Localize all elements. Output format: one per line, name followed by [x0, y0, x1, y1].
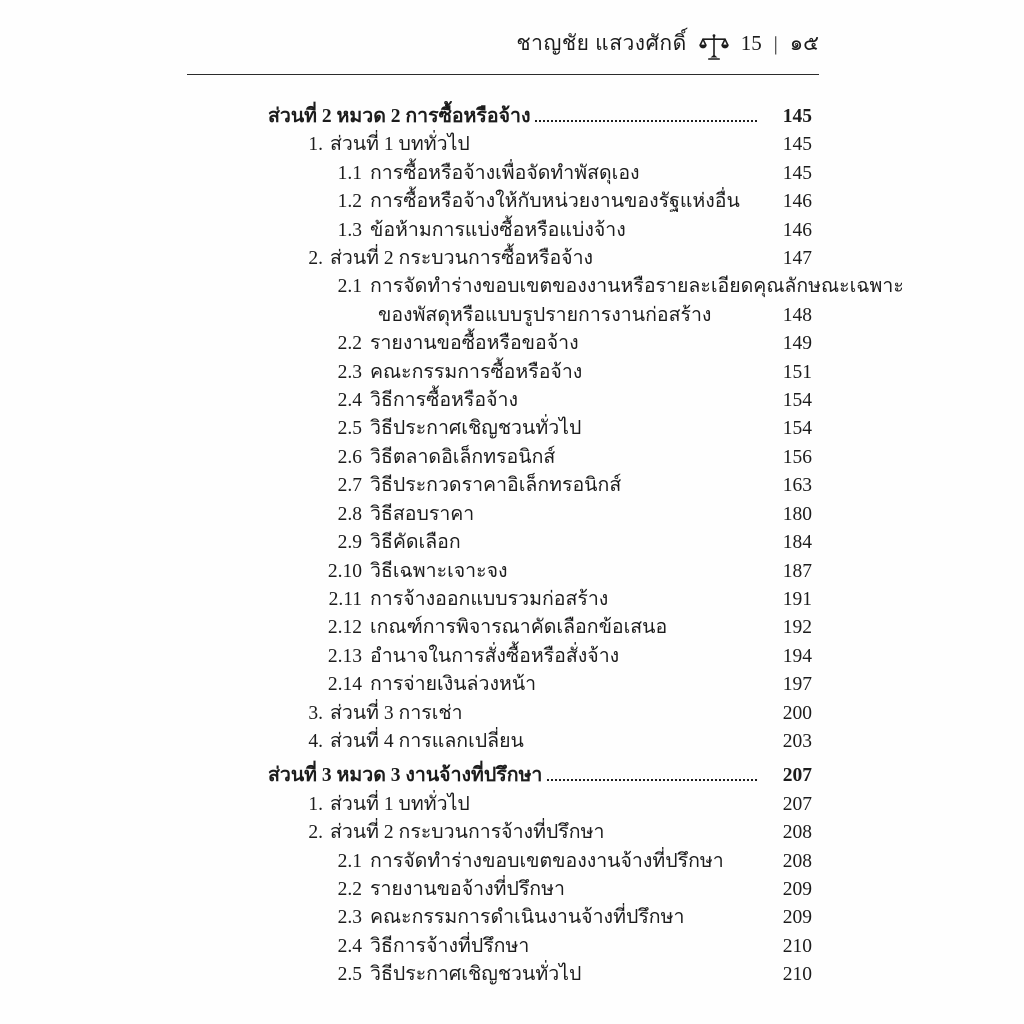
- toc-entry-label: อำนาจในการสั่งซื้อหรือสั่งจ้าง: [370, 645, 620, 667]
- toc-entry-label: รายงานขอจ้างที่ปรึกษา: [370, 878, 565, 900]
- toc-entry-number: 2.14: [327, 674, 362, 696]
- toc-entry-number: 2.9: [337, 532, 362, 554]
- toc-entry-page: 147: [782, 248, 812, 270]
- toc-entry-label: ส่วนที่ 2 หมวด 2 การซื้อหรือจ้าง: [268, 106, 531, 127]
- toc-entry-label: ส่วนที่ 4 การแลกเปลี่ยน: [330, 730, 524, 752]
- toc-entry-label: ส่วนที่ 1 บททั่วไป: [330, 134, 470, 156]
- toc-entry-label: วิธีการจ้างที่ปรึกษา: [370, 935, 530, 957]
- toc-entry-page: 203: [782, 730, 812, 752]
- toc-entry-label: วิธีการซื้อหรือจ้าง: [370, 390, 518, 412]
- toc-entry-label: วิธีเฉพาะเจาะจง: [370, 560, 508, 582]
- toc-entry-label: การจ้างออกแบบรวมก่อสร้าง: [370, 588, 609, 610]
- toc-entry-page: 146: [782, 219, 812, 241]
- toc-entry-page: 146: [782, 191, 812, 213]
- toc-entry: [268, 614, 812, 642]
- toc-entry-number: 2.4: [337, 390, 362, 412]
- toc-entry-label: การจัดทำร่างขอบเขตของงานหรือรายละเอียดคุณลักษณะเฉพาะ: [370, 276, 904, 298]
- toc-entry-label: คณะกรรมการซื้อหรือจ้าง: [370, 361, 583, 383]
- toc-entry-number: 2.5: [337, 418, 362, 440]
- toc-entry: [268, 415, 812, 443]
- toc-entry-page: 148: [782, 304, 812, 326]
- toc-entry-page: 200: [782, 702, 812, 724]
- toc-entry-number: 2.: [308, 822, 323, 844]
- toc-entry-number: 2.3: [337, 907, 362, 929]
- toc-entry-label: ส่วนที่ 3 การเช่า: [330, 702, 463, 724]
- toc-entry-label: วิธีประกาศเชิญชวนทั่วไป: [370, 964, 582, 986]
- toc-entry-label: คณะกรรมการดำเนินงานจ้างที่ปรึกษา: [370, 907, 685, 929]
- toc-entry-page: 207: [782, 793, 812, 815]
- running-header: [187, 30, 819, 75]
- toc-entry: [268, 848, 812, 876]
- toc-entry-page: 208: [782, 850, 812, 872]
- toc-entry-number: 2.7: [337, 475, 362, 497]
- author-name: ชาญชัย แสวงศักดิ์: [516, 31, 687, 55]
- toc-entry-page: 156: [782, 446, 812, 468]
- toc-entry-number: 1.2: [337, 191, 362, 213]
- toc-entry-number: 1.1: [337, 162, 362, 184]
- toc-entry-number: 2.1: [337, 276, 362, 298]
- toc-entry-label: การจ่ายเงินล่วงหน้า: [370, 674, 537, 696]
- toc-entry: [268, 359, 812, 387]
- toc-entry: [268, 791, 812, 819]
- toc-entry-number: 2.2: [337, 878, 362, 900]
- toc-entry: [268, 330, 812, 358]
- toc-entry-number: 2.6: [337, 446, 362, 468]
- toc-entry: [268, 643, 812, 671]
- toc-entry-label: ข้อห้ามการแบ่งซื้อหรือแบ่งจ้าง: [370, 219, 626, 241]
- toc-entry-label: รายงานขอซื้อหรือขอจ้าง: [370, 333, 579, 355]
- toc-entry-number: 2.8: [337, 503, 362, 525]
- toc-entry-label: ของพัสดุหรือแบบรูปรายการงานก่อสร้าง: [378, 304, 712, 326]
- toc-entry-label: การจัดทำร่างขอบเขตของงานจ้างที่ปรึกษา: [370, 850, 724, 872]
- toc-entry: [268, 387, 812, 415]
- toc-entry: [268, 933, 812, 961]
- table-of-contents: [268, 103, 904, 990]
- toc-entry-page: 197: [782, 674, 812, 696]
- toc-entry-page: 210: [782, 935, 812, 957]
- toc-entry: [268, 762, 812, 790]
- toc-entry-label: การซื้อหรือจ้างให้กับหน่วยงานของรัฐแห่งอื่น: [370, 191, 740, 213]
- toc-entry-page: 154: [782, 418, 812, 440]
- toc-entry-label: ส่วนที่ 2 กระบวนการจ้างที่ปรึกษา: [330, 822, 605, 844]
- toc-entry-page: 163: [782, 475, 812, 497]
- toc-entry-label: ส่วนที่ 3 หมวด 3 งานจ้างที่ปรึกษา: [268, 765, 543, 787]
- toc-entry: [268, 728, 812, 756]
- toc-entry-page: 187: [782, 560, 812, 582]
- toc-entry-label: เกณฑ์การพิจารณาคัดเลือกข้อเสนอ: [370, 617, 668, 639]
- toc-entry: [268, 876, 812, 904]
- toc-entry: [268, 961, 812, 989]
- toc-entry-page: 145: [782, 134, 812, 156]
- toc-entry-page: 192: [782, 617, 812, 639]
- toc-entry-page: 151: [782, 361, 812, 383]
- toc-entry-label: ส่วนที่ 1 บททั่วไป: [330, 793, 470, 815]
- toc-entry-number: 2.12: [327, 617, 362, 639]
- toc-entry-page: 210: [782, 964, 812, 986]
- toc-entry-number: 3.: [308, 702, 323, 724]
- toc-entry-number: 1.: [308, 134, 323, 156]
- toc-entry-page: 194: [782, 645, 812, 667]
- toc-entry: [268, 131, 812, 159]
- toc-entry: [268, 700, 812, 728]
- toc-entry-number: 2.4: [337, 935, 362, 957]
- toc-entry: [268, 819, 812, 847]
- toc-entry: [268, 904, 812, 932]
- toc-entry-number: 2.1: [337, 850, 362, 872]
- toc-entry-label: วิธีประกาศเชิญชวนทั่วไป: [370, 418, 582, 440]
- toc-entry-page: 154: [782, 390, 812, 412]
- toc-entry: [268, 501, 812, 529]
- toc-entry-page: 184: [782, 532, 812, 554]
- toc-entry-label: ส่วนที่ 2 กระบวนการซื้อหรือจ้าง: [330, 248, 594, 270]
- toc-entry: [268, 245, 812, 273]
- toc-entry-page: 145: [782, 106, 812, 127]
- toc-entry-page: 208: [782, 822, 812, 844]
- toc-entry: [268, 103, 812, 131]
- toc-entry: [268, 444, 812, 472]
- toc-entry-label: การซื้อหรือจ้างเพื่อจัดทำพัสดุเอง: [370, 162, 640, 184]
- toc-entry-page: 149: [782, 333, 812, 355]
- toc-entry-page: 180: [782, 503, 812, 525]
- toc-entry-number: 1.: [308, 793, 323, 815]
- toc-entry-label: วิธีสอบราคา: [370, 503, 475, 525]
- toc-entry: [268, 217, 812, 245]
- toc-entry: [268, 160, 812, 188]
- toc-entry-page: 209: [782, 907, 812, 929]
- toc-entry-number: 4.: [308, 730, 323, 752]
- toc-entry: [268, 671, 812, 699]
- page-number-arabic: 15: [740, 31, 762, 55]
- page-number-thai: ๑๕: [789, 31, 819, 55]
- toc-entry: [268, 472, 812, 500]
- toc-entry-page: 209: [782, 878, 812, 900]
- toc-entry-page: 145: [782, 162, 812, 184]
- page-number-separator: |: [773, 33, 778, 55]
- toc-entry-number: 2.10: [327, 560, 362, 582]
- scales-of-justice-icon: [698, 33, 730, 68]
- toc-entry: [268, 586, 812, 614]
- toc-entry-number: 2.5: [337, 964, 362, 986]
- toc-entry-number: 2.: [308, 248, 323, 270]
- toc-entry-number: 2.13: [327, 645, 362, 667]
- toc-entry-label: วิธีประกวดราคาอิเล็กทรอนิกส์: [370, 475, 622, 497]
- toc-entry: [268, 529, 812, 557]
- toc-entry: [268, 302, 812, 330]
- toc-entry-page: 207: [782, 765, 812, 787]
- toc-entry: [268, 188, 812, 216]
- toc-entry-number: 2.11: [328, 588, 362, 610]
- toc-entry-label: วิธีคัดเลือก: [370, 532, 461, 554]
- toc-entry-label: วิธีตลาดอิเล็กทรอนิกส์: [370, 446, 556, 468]
- toc-entry-page: 191: [782, 588, 812, 610]
- toc-entry-number: 2.3: [337, 361, 362, 383]
- toc-entry: [268, 273, 904, 301]
- toc-entry: [268, 558, 812, 586]
- toc-entry-number: 1.3: [337, 219, 362, 241]
- toc-entry-number: 2.2: [337, 333, 362, 355]
